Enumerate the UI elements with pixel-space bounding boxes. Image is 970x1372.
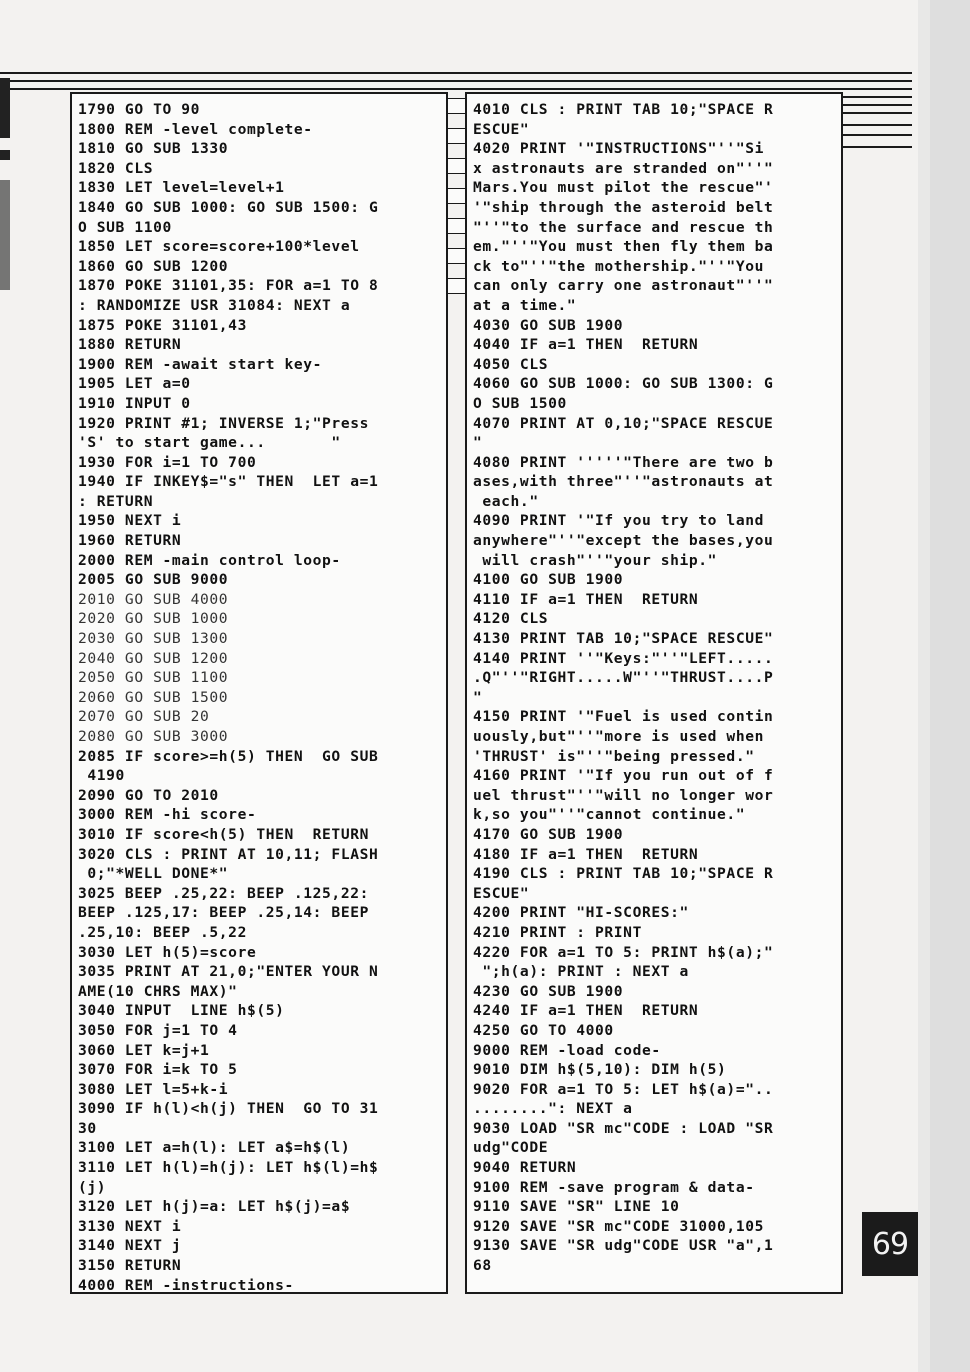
code-line: 30	[78, 1119, 97, 1137]
code-line: 1860 GO SUB 1200	[78, 257, 229, 275]
code-line: 3080 LET l=5+k-i	[78, 1080, 229, 1098]
code-line: 3130 NEXT i	[78, 1217, 182, 1235]
code-line: 3090 IF h(l)<h(j) THEN GO TO 31	[78, 1100, 379, 1118]
page-number: 69	[862, 1212, 918, 1276]
code-line: : RETURN	[78, 492, 154, 510]
code-line: 4240 IF a=1 THEN RETURN	[473, 1002, 699, 1020]
code-line: 4070 PRINT AT 0,10;"SPACE RESCUE	[473, 414, 774, 432]
code-line: 4220 FOR a=1 TO 5: PRINT h$(a);"	[473, 943, 774, 961]
code-line: 2010 GO SUB 4000	[78, 590, 229, 608]
code-line: each."	[473, 492, 539, 510]
code-line: uously,but"''"more is used when	[473, 728, 764, 745]
code-line: will crash"''"your ship."	[473, 551, 718, 569]
code-line: 3000 REM -hi score-	[78, 806, 257, 824]
code-line: anywhere"''"except the bases,you	[473, 532, 774, 550]
code-line: 4060 GO SUB 1000: GO SUB 1300: G	[473, 375, 774, 393]
code-line: 3070 FOR i=k TO 5	[78, 1061, 238, 1079]
code-line: 1875 POKE 31101,43	[78, 316, 247, 334]
binding-mark	[0, 150, 10, 160]
code-line: 2005 GO SUB 9000	[78, 571, 229, 589]
code-line: x astronauts are stranded on"''"	[473, 159, 774, 177]
code-line: 1950 NEXT i	[78, 512, 182, 530]
code-line: 2050 GO SUB 1100	[78, 669, 229, 687]
code-line: 1800 REM -level complete-	[78, 120, 313, 138]
code-line: ";h(a): PRINT : NEXT a	[473, 963, 689, 981]
code-line: 1960 RETURN	[78, 532, 182, 550]
code-line: ESCUE"	[473, 884, 530, 902]
code-line: 4150 PRINT '"Fuel is used contin	[473, 708, 774, 726]
code-line: 4030 GO SUB 1900	[473, 316, 624, 334]
code-line: 4200 PRINT "HI-SCORES:"	[473, 904, 689, 922]
code-line: 4110 IF a=1 THEN RETURN	[473, 590, 699, 608]
code-line: 4210 PRINT : PRINT	[473, 923, 642, 941]
code-line: udg"CODE	[473, 1139, 549, 1157]
right-rule	[832, 146, 912, 148]
code-line: 9120 SAVE "SR mc"CODE 31000,105	[473, 1217, 764, 1235]
top-rule	[0, 88, 912, 90]
code-line: 1880 RETURN	[78, 336, 182, 354]
code-line: uel thrust"''"will no longer wor	[473, 786, 774, 804]
code-line: 3050 FOR j=1 TO 4	[78, 1021, 238, 1039]
code-line: 4090 PRINT '"If you try to land	[473, 512, 764, 530]
code-line: 4010 CLS : PRINT TAB 10;"SPACE R	[473, 101, 774, 118]
code-line: 9100 REM -save program & data-	[473, 1178, 755, 1196]
code-line: "''"to the surface and rescue th	[473, 218, 774, 236]
code-line: '"ship through the asteroid belt	[473, 198, 774, 216]
code-line: 2085 IF score>=h(5) THEN GO SUB	[78, 747, 379, 765]
code-line: 2000 REM -main control loop-	[78, 551, 341, 569]
code-line: 2060 GO SUB 1500	[78, 688, 229, 706]
code-line: 4130 PRINT TAB 10;"SPACE RESCUE"	[473, 630, 774, 648]
code-line: 'THRUST' is"''"being pressed."	[473, 747, 755, 765]
code-line: 3040 INPUT LINE h$(5)	[78, 1002, 285, 1020]
code-line: 4170 GO SUB 1900	[473, 825, 624, 843]
code-line: "	[473, 434, 483, 452]
code-line: O SUB 1500	[473, 394, 567, 412]
code-line: 1910 INPUT 0	[78, 394, 191, 412]
code-line: 3120 LET h(j)=a: LET h$(j)=a$	[78, 1198, 351, 1216]
code-line: 3060 LET k=j+1	[78, 1041, 210, 1059]
code-line: 3035 PRINT AT 21,0;"ENTER YOUR N	[78, 963, 379, 981]
code-line: 3030 LET h(5)=score	[78, 943, 257, 961]
code-line: 1830 LET level=level+1	[78, 179, 285, 197]
code-line: ck to"''"the mothership."''"You	[473, 257, 764, 275]
right-rule	[832, 124, 912, 126]
code-line: 2020 GO SUB 1000	[78, 610, 229, 628]
code-line: 3100 LET a=h(l): LET a$=h$(l)	[78, 1139, 351, 1157]
code-line: .Q"''"RIGHT.....W"''"THRUST....P	[473, 669, 774, 687]
code-line: 9000 REM -load code-	[473, 1041, 661, 1059]
code-line: 1930 FOR i=1 TO 700	[78, 453, 257, 471]
code-line: 9030 LOAD "SR mc"CODE : LOAD "SR	[473, 1119, 774, 1137]
code-line: 4120 CLS	[473, 610, 549, 628]
code-line: 1905 LET a=0	[78, 375, 191, 393]
right-rule	[832, 134, 912, 136]
top-rule	[0, 80, 912, 82]
right-rule	[832, 104, 912, 106]
code-line: 9010 DIM h$(5,10): DIM h(5)	[473, 1061, 727, 1079]
code-line: 4020 PRINT '"INSTRUCTIONS"''"Si	[473, 140, 764, 158]
code-line: 1900 REM -await start key-	[78, 355, 323, 373]
code-line: 9020 FOR a=1 TO 5: LET h$(a)="..	[473, 1080, 774, 1098]
code-line: at a time."	[473, 296, 577, 314]
code-line: 3140 NEXT j	[78, 1237, 182, 1255]
code-line: 4100 GO SUB 1900	[473, 571, 624, 589]
code-line: 68	[473, 1257, 492, 1275]
top-rule	[0, 72, 912, 74]
code-line: 1810 GO SUB 1330	[78, 140, 229, 158]
code-line: 4230 GO SUB 1900	[473, 982, 624, 1000]
code-line: 4160 PRINT '"If you run out of f	[473, 767, 774, 785]
code-line: can only carry one astronaut"''"	[473, 277, 774, 295]
code-line: 9130 SAVE "SR udg"CODE USR "a",1	[473, 1237, 774, 1255]
code-line: 4080 PRINT '''''"There are two b	[473, 453, 774, 471]
listing-column-left	[70, 92, 448, 1294]
code-line: ........": NEXT a	[473, 1100, 633, 1118]
code-line: 3025 BEEP .25,22: BEEP .125,22:	[78, 884, 369, 902]
code-line: 2040 GO SUB 1200	[78, 649, 229, 667]
code-line: 4190	[78, 767, 125, 785]
code-line: 2090 GO TO 2010	[78, 786, 219, 804]
code-line: em."''"You must then fly them ba	[473, 238, 774, 256]
code-line: 4050 CLS	[473, 355, 549, 373]
code-line: BEEP .125,17: BEEP .25,14: BEEP	[78, 904, 369, 922]
code-line: O SUB 1100	[78, 218, 172, 236]
code-line: 1840 GO SUB 1000: GO SUB 1500: G	[78, 198, 379, 216]
code-line: 4180 IF a=1 THEN RETURN	[473, 845, 699, 863]
code-line: 'S' to start game... "	[78, 434, 341, 452]
code-line: 3010 IF score<h(5) THEN RETURN	[78, 825, 369, 843]
code-line: 9110 SAVE "SR" LINE 10	[473, 1198, 680, 1216]
code-line: (j)	[78, 1178, 107, 1196]
code-line: 1920 PRINT #1; INVERSE 1;"Press	[78, 414, 369, 432]
right-rule	[832, 96, 912, 98]
code-line: : RANDOMIZE USR 31084: NEXT a	[78, 296, 351, 314]
listing-column-right	[465, 92, 843, 1294]
code-line: 4000 REM -instructions-	[78, 1276, 294, 1294]
code-line: 1940 IF INKEY$="s" THEN LET a=1	[78, 473, 379, 491]
code-line: 4190 CLS : PRINT TAB 10;"SPACE R	[473, 865, 774, 883]
code-line: AME(10 CHRS MAX)"	[78, 982, 238, 1000]
code-line: 4250 GO TO 4000	[473, 1021, 614, 1039]
code-line: 9040 RETURN	[473, 1159, 577, 1177]
code-line: 0;"*WELL DONE*"	[78, 865, 229, 883]
code-line: 2080 GO SUB 3000	[78, 728, 229, 745]
code-line: "	[473, 688, 483, 706]
code-line: 3110 LET h(l)=h(j): LET h$(l)=h$	[78, 1159, 379, 1177]
code-line: 2070 GO SUB 20	[78, 708, 210, 726]
code-line: .25,10: BEEP .5,22	[78, 923, 247, 941]
binding-mark	[0, 180, 10, 290]
right-rule	[832, 112, 912, 114]
page-edge	[930, 0, 970, 1372]
code-line: 1850 LET score=score+100*level	[78, 238, 360, 256]
code-line: 2030 GO SUB 1300	[78, 630, 229, 648]
code-line: ESCUE"	[473, 120, 530, 138]
binding-mark	[0, 78, 10, 138]
code-line: 3020 CLS : PRINT AT 10,11; FLASH	[78, 845, 379, 863]
code-line: 4140 PRINT ''"Keys:"''"LEFT.....	[473, 649, 774, 667]
code-line: 4040 IF a=1 THEN RETURN	[473, 336, 699, 354]
code-line: 1790 GO TO 90	[78, 101, 201, 118]
code-line: k,so you"''"cannot continue."	[473, 806, 746, 824]
code-line: ases,with three"''"astronauts at	[473, 473, 774, 491]
code-line: 1820 CLS	[78, 159, 154, 177]
code-line: 3150 RETURN	[78, 1257, 182, 1275]
code-line: 1870 POKE 31101,35: FOR a=1 TO 8	[78, 277, 379, 295]
code-line: Mars.You must pilot the rescue"'	[473, 179, 774, 197]
